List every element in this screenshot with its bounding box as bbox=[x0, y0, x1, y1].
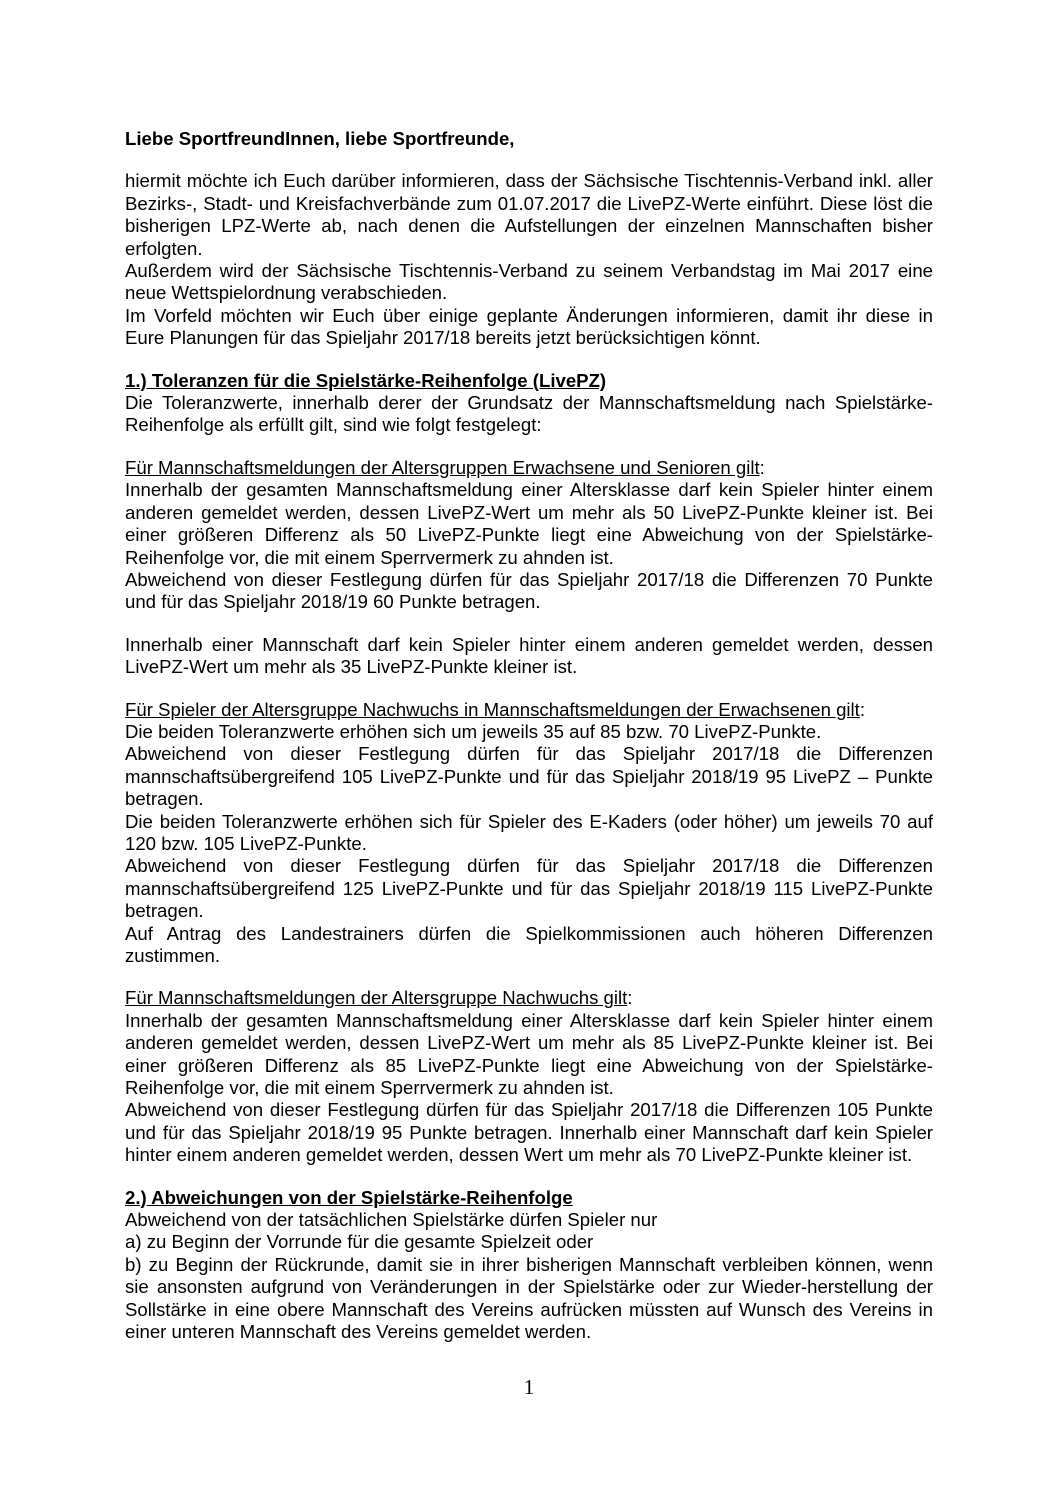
section-1-intro: Die Toleranzwerte, innerhalb derer der Grundsatz der Mannschaftsmeldung nach Spielstärke-Reihenfolge als erfüllt gilt, sind wie folgt festgelegt: bbox=[125, 392, 933, 436]
section-2-line-1: Abweichend von der tatsächlichen Spielstärke dürfen Spieler nur bbox=[125, 1209, 658, 1231]
sub-2-paragraph-5: Auf Antrag des Landestrainers dürfen die Spielkommissionen auch höheren Differenzen zustimmen. bbox=[125, 922, 933, 966]
section-2-heading: 2.) Abweichungen von der Spielstärke-Reihenfolge bbox=[125, 1186, 573, 1208]
intro-paragraph-3: Im Vorfeld möchten wir Euch über einige geplante Änderungen informieren, damit ihr diese in Eure Planungen für das Spieljahr 2017/18 bereits jetzt berücksichtigen könnt. bbox=[125, 304, 933, 349]
sub-2-paragraph-3: Die beiden Toleranzwerte erhöhen sich für Spieler des E-Kaders (oder höher) um jeweils 70 auf 120 bzw. 105 LivePZ-Punkte. bbox=[125, 810, 933, 854]
sub-3-paragraph-1: Innerhalb der gesamten Mannschaftsmeldung einer Altersklasse darf kein Spieler hinter einem anderen gemeldet werden, dessen LivePZ-Wert um mehr als 85 LivePZ-Punkte kleiner ist. Bei einer größeren Differenz als 85 LivePZ-Punkte liegt eine Abweichung von der Spielstärke-Reihenfolge vor, die mit einem Sperrvermerk zu ahnden ist. bbox=[125, 1009, 933, 1099]
section-1-heading: 1.) Toleranzen für die Spielstärke-Reihenfolge (LivePZ) bbox=[125, 369, 607, 391]
section-2-line-2: a) zu Beginn der Vorrunde für die gesamte Spielzeit oder bbox=[125, 1231, 594, 1253]
sub-2-paragraph-1: Die beiden Toleranzwerte erhöhen sich um jeweils 35 auf 85 bzw. 70 LivePZ-Punkte. bbox=[125, 720, 822, 742]
greeting: Liebe SportfreundInnen, liebe Sportfreunde, bbox=[125, 128, 515, 149]
sub-1-paragraph-2: Abweichend von dieser Festlegung dürfen für das Spieljahr 2017/18 die Differenzen 70 Punkte und für das Spieljahr 2018/19 60 Punkte betragen. bbox=[125, 568, 933, 613]
section-2-line-3: b) zu Beginn der Rückrunde, damit sie in ihrer bisherigen Mannschaft verbleiben können, wenn sie ansonsten aufgrund von Veränderungen in der Spielstärke oder zur Wieder-herstellung der Sollstärke in eine obere Mannschaft des Vereins aufrücken müssten auf Wunsch des Vereins in einer unteren Mannschaft des Vereins gemeldet werden. bbox=[125, 1253, 933, 1343]
intro-paragraph-2: Außerdem wird der Sächsische Tischtennis-Verband zu seinem Verbandstag im Mai 2017 eine neue Wettspielordnung verabschieden. bbox=[125, 260, 933, 304]
sub-2-paragraph-4: Abweichend von dieser Festlegung dürfen für das Spieljahr 2017/18 die Differenzen mannschaftsübergreifend 125 LivePZ-Punkte und für das Spieljahr 2018/19 115 LivePZ-Punkte betragen. bbox=[125, 855, 933, 922]
document-body bbox=[125, 128, 933, 1344]
sub-2-paragraph-2: Abweichend von dieser Festlegung dürfen für das Spieljahr 2017/18 die Differenzen mannschaftsübergreifend 105 LivePZ-Punkte und für das Spieljahr 2018/19 95 LivePZ – Punkte betragen. bbox=[125, 743, 933, 810]
intro-paragraph-1: hiermit möchte ich Euch darüber informieren, dass der Sächsische Tischtennis-Verband inkl. aller Bezirks-, Stadt- und Kreisfachverbände zum 01.07.2017 die LivePZ-Werte einführt. Diese löst die bisherigen LPZ-Werte ab, nach denen die Aufstellungen der einzelnen Mannschaften bisher erfolgten. bbox=[125, 170, 933, 259]
sub-1-after: Innerhalb einer Mannschaft darf kein Spieler hinter einem anderen gemeldet werden, dessen LivePZ-Wert um mehr als 35 LivePZ-Punkte kleiner ist. bbox=[125, 633, 933, 678]
sub-3-label-line: Für Mannschaftsmeldungen der Altersgruppe Nachwuchs gilt: bbox=[125, 987, 633, 1009]
sub-2-label: Für Spieler der Altersgruppe Nachwuchs in Mannschaftsmeldungen der Erwachsenen gilt bbox=[125, 698, 860, 720]
sub-3-label: Für Mannschaftsmeldungen der Altersgruppe Nachwuchs gilt bbox=[125, 987, 628, 1009]
page-number: 1 bbox=[523, 1375, 535, 1399]
sub-1-label: Für Mannschaftsmeldungen der Altersgruppen Erwachsene und Senioren gilt bbox=[125, 456, 760, 478]
sub-1-paragraph-1: Innerhalb der gesamten Mannschaftsmeldung einer Altersklasse darf kein Spieler hinter einem anderen gemeldet werden, dessen LivePZ-Wert um mehr als 50 LivePZ-Punkte kleiner ist. Bei einer größeren Differenz als 50 LivePZ-Punkte liegt eine Abweichung von der Spielstärke-Reihenfolge vor, die mit einem Sperrvermerk zu ahnden ist. bbox=[125, 479, 933, 568]
sub-2-label-line: Für Spieler der Altersgruppe Nachwuchs in Mannschaftsmeldungen der Erwachsenen gilt: bbox=[125, 698, 866, 720]
sub-3-paragraph-2: Abweichend von dieser Festlegung dürfen für das Spieljahr 2017/18 die Differenzen 105 Punkte und für das Spieljahr 2018/19 95 Punkte betragen. Innerhalb einer Mannschaft darf kein Spieler hinter einem anderen gemeldet werden, dessen Wert um mehr als 70 LivePZ-Punkte kleiner ist. bbox=[125, 1099, 933, 1166]
sub-1-label-line: Für Mannschaftsmeldungen der Altersgruppen Erwachsene und Senioren gilt: bbox=[125, 456, 765, 478]
